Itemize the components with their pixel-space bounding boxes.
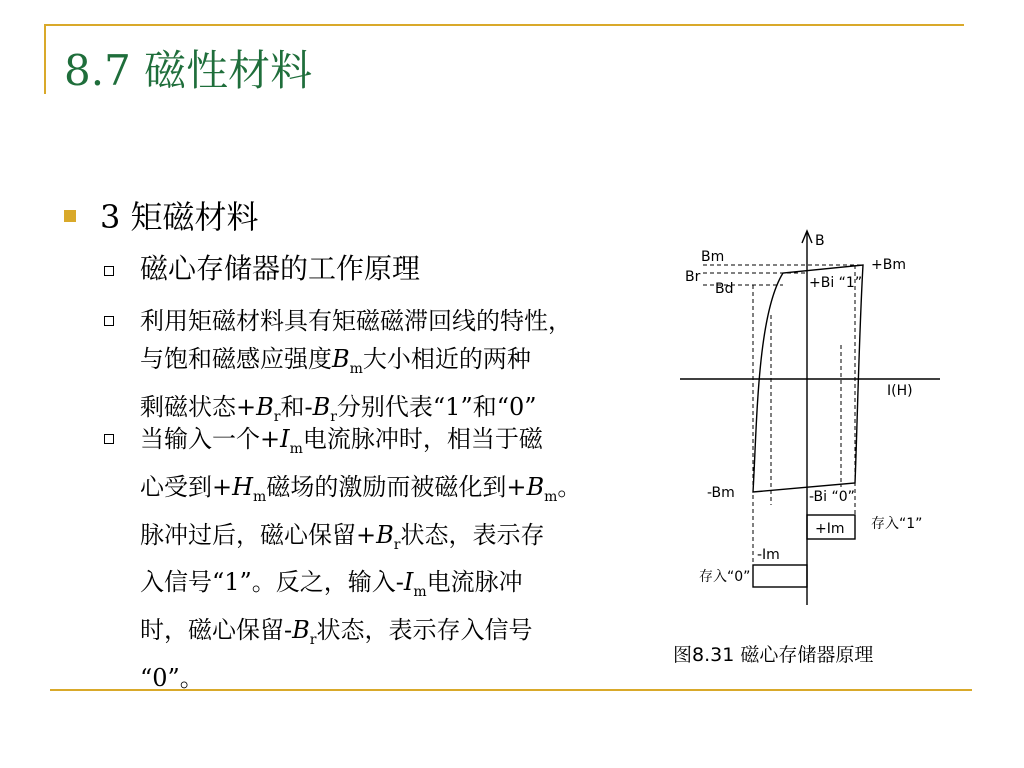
text-run: 电流脉冲时，相当于磁 [302, 425, 543, 453]
text-run: 心受到+ [140, 472, 233, 501]
text-run: 和- [280, 392, 313, 421]
subscript: r [393, 536, 401, 553]
text-run: 磁场的激励而被磁化到+ [266, 472, 527, 501]
checkbox-bullet-icon [104, 316, 114, 326]
plus-bi-label: +Bi “1” [809, 275, 863, 291]
subscript: r [309, 631, 317, 648]
symbol-b: B [292, 616, 310, 645]
bullet-2-line-1 [140, 302, 572, 340]
subscript: m [349, 360, 363, 377]
store-1-label: 存入“1” [871, 516, 923, 532]
checkbox-bullet-icon [104, 266, 114, 276]
text-run: 状态，表示存 [400, 520, 545, 549]
plus-im-label: +Im [815, 521, 845, 537]
subscript: m [289, 440, 303, 457]
text-run: 剩磁状态+ [140, 392, 257, 421]
text-run: 电流脉冲 [426, 568, 523, 597]
bm-label: Bm [701, 249, 725, 265]
bd-label: Bd [715, 281, 734, 297]
top-rule [44, 24, 964, 26]
bullet-2 [140, 302, 572, 436]
subscript: m [413, 584, 427, 601]
symbol-b: B [526, 472, 545, 501]
axis-i-label: I(H) [887, 383, 913, 399]
subscript: m [253, 488, 267, 505]
level1-bullet-icon [64, 210, 76, 222]
plus-bm-label: +Bm [871, 257, 906, 273]
bullet-3-line-3 [140, 516, 581, 564]
text-run: 分别代表“1”和“0” [336, 392, 537, 421]
minus-im-pulse [753, 565, 807, 587]
symbol-b: B [332, 345, 350, 373]
bullet-1-text: 磁心存储器的工作原理 [140, 252, 421, 285]
level1-heading: 3 矩磁材料 [100, 198, 259, 236]
subscript: m [544, 488, 558, 505]
axis-b-label: B [815, 233, 825, 249]
text-run: “0”。 [140, 663, 204, 692]
hysteresis-figure [675, 225, 975, 620]
text-run: 脉冲过后，磁心保留+ [140, 520, 377, 549]
text-run: 大小相近的两种 [362, 345, 531, 373]
bullet-3 [140, 420, 581, 697]
bullet-2-line-2 [140, 340, 572, 388]
symbol-i: I [403, 568, 414, 597]
bullet-3-line-1 [140, 420, 581, 468]
br-label: Br [685, 269, 701, 285]
text-run: 利用矩磁材料具有矩磁磁滞回线的特性， [140, 307, 572, 335]
figure-caption: 图8.31 磁心存储器原理 [673, 644, 874, 666]
symbol-b: B [312, 392, 331, 421]
subscript: r [330, 408, 337, 425]
bullet-3-line-2 [140, 468, 581, 516]
symbol-h: H [232, 472, 254, 501]
bullet-3-line-5 [140, 611, 581, 659]
symbol-b: B [376, 520, 394, 549]
text-run: 入信号“1”。反之，输入- [140, 568, 404, 597]
minus-im-label: -Im [757, 547, 780, 563]
symbol-i: I [280, 425, 290, 453]
text-run: 状态，表示存入信号 [316, 616, 533, 645]
minus-bi-label: -Bi “0” [809, 489, 855, 505]
slide-title: 8.7 磁性材料 [64, 46, 313, 95]
text-run: 与饱和磁感应强度 [140, 345, 332, 373]
checkbox-bullet-icon [104, 434, 114, 444]
subscript: r [273, 408, 281, 425]
symbol-b: B [256, 392, 274, 421]
bullet-1 [140, 249, 420, 289]
text-run: 当输入一个+ [140, 425, 281, 453]
bullet-3-line-6 [140, 659, 581, 697]
bullet-3-line-4 [140, 563, 581, 611]
minus-bm-label: -Bm [707, 485, 735, 501]
text-run: 时，磁心保留- [140, 616, 293, 645]
store-0-label: 存入“0” [699, 569, 751, 585]
text-run: 。 [557, 472, 582, 501]
left-rule [44, 24, 46, 94]
